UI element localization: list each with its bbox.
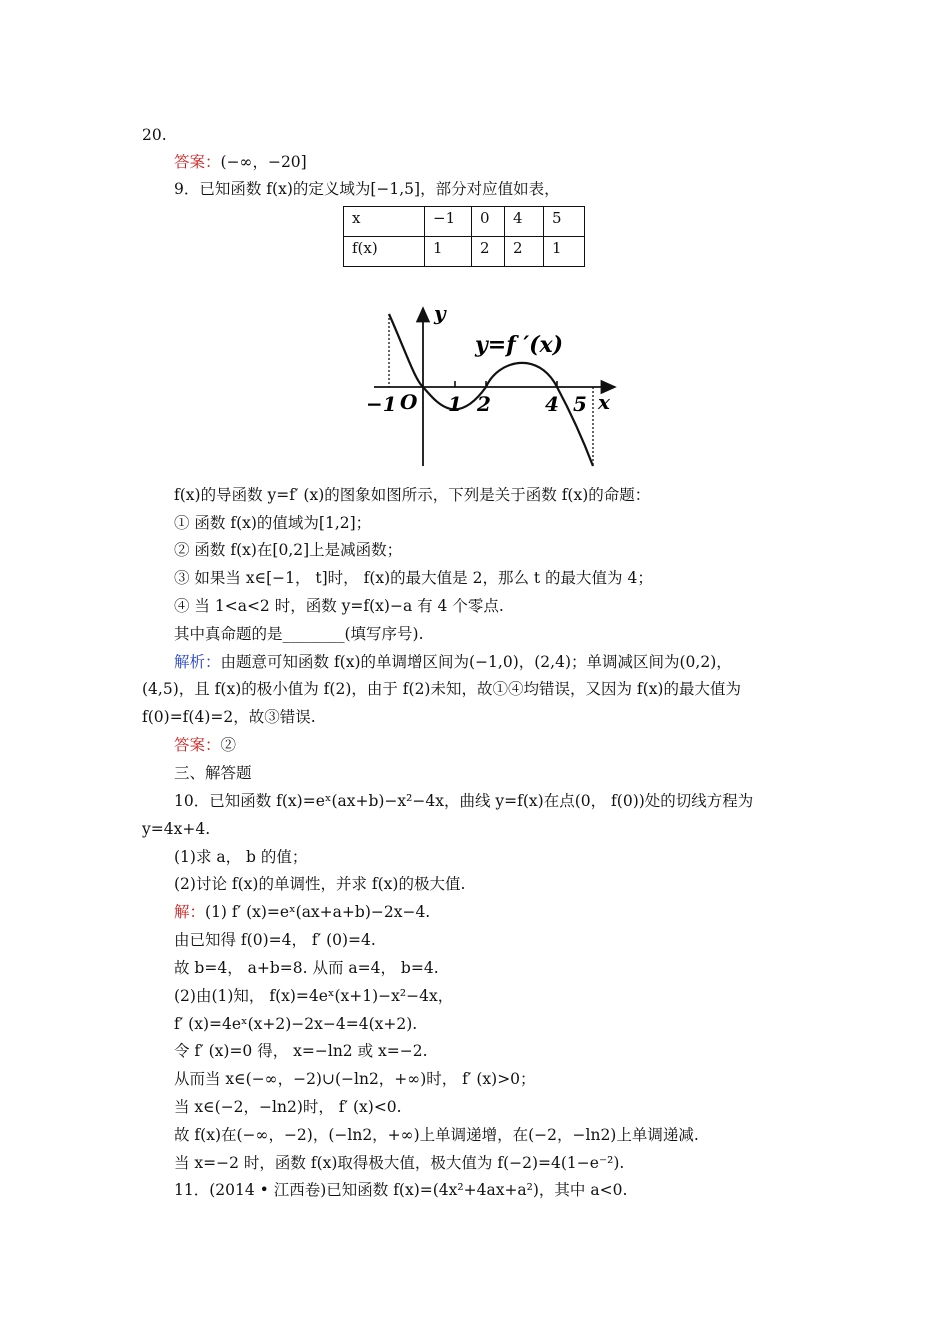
answer-value: ② [220,736,237,754]
tick-label: −1 [366,392,397,416]
table-cell: 5 [544,207,585,237]
section-title: 三、解答题 [174,764,252,782]
solution-label: 解： [174,903,206,921]
answer-value: (−∞，−20] [220,153,307,171]
curve-label: y=f ′(x) [475,332,564,358]
solution-line: 由已知得 f(0)=4， f′ (0)=4. [174,931,376,949]
q10-stem: 10．已知函数 f(x)=eˣ(ax+b)−x²−4x，曲线 y=f(x)在点(0， f(0))处的切线方程为 [174,792,754,810]
solution-line: 故 f(x)在(−∞，−2)，(−ln2，+∞)上单调递增，在(−2，−ln2)上单调递减. [174,1126,699,1144]
tick-label: 2 [477,392,491,416]
solution-line: (2)由(1)知， f(x)=4eˣ(x+1)−x²−4x， [174,987,454,1005]
q11-stem: 11．(2014 • 江西卷)已知函数 f(x)=(4x²+4ax+a²)，其中 a<0. [174,1181,628,1199]
table-cell: 1 [544,237,585,267]
q9-line: f(x)的导函数 y=f′ (x)的图象如图所示，下列是关于函数 f(x)的命题： [174,486,651,504]
table-cell: −1 [425,207,472,237]
tick-label: 4 [545,392,559,416]
table-cell: 0 [472,207,505,237]
solution-line: 当 x=−2 时，函数 f(x)取得极大值，极大值为 f(−2)=4(1−e⁻²). [174,1154,625,1172]
answer-label: 答案： [174,736,221,754]
q10-part: (1)求 a， b 的值； [174,848,308,866]
table-row [344,207,585,237]
q9-analysis [174,651,732,673]
table-cell: 4 [505,207,544,237]
q9-line: ② 函数 f(x)在[0,2]上是减函数； [174,541,403,559]
tick-label: 5 [573,392,587,416]
table-cell: x [344,207,425,237]
solution-line: f′ (x)=4eˣ(x+2)−2x−4=4(x+2). [174,1015,418,1033]
table-cell: f(x) [344,237,425,267]
solution-line: 从而当 x∈(−∞，−2)∪(−ln2，+∞)时， f′ (x)>0； [174,1070,536,1088]
q9-analysis-cont: (4,5)，且 f(x)的极小值为 f(2)，由于 f(2)未知，故①④均错误，又因为 f(x)的最大值为 [142,680,741,698]
table-cell: 2 [505,237,544,267]
origin-label: O [400,390,418,414]
tick-label: 1 [448,392,462,416]
q9-line: ③ 如果当 x∈[−1， t]时， f(x)的最大值是 2，那么 t 的最大值为 4； [174,569,653,587]
solution-line: 故 b=4， a+b=8. 从而 a=4， b=4. [174,959,439,977]
q10-part: (2)讨论 f(x)的单调性，并求 f(x)的极大值. [174,875,466,893]
q9-line: ① 函数 f(x)的值域为[1,2]； [174,514,372,532]
top-fragment: 20. [142,126,167,144]
q8-answer [174,151,307,173]
q9-stem: 9．已知函数 f(x)的定义域为[−1,5]，部分对应值如表， [174,180,560,198]
table-cell: 2 [472,237,505,267]
table-row [344,237,585,267]
solution-text: (1) f′ (x)=eˣ(ax+a+b)−2x−4. [205,903,431,921]
q10-solution [174,901,430,923]
q9-line: ④ 当 1<a<2 时，函数 y=f(x)−a 有 4 个零点. [174,597,504,615]
analysis-text: 由题意可知函数 f(x)的单调增区间为(−1,0)，(2,4)；单调减区间为(0,2)， [220,653,732,671]
q9-analysis-cont: f(0)=f(4)=2，故③错误. [142,708,316,726]
solution-line: 当 x∈(−2，−ln2)时， f′ (x)<0. [174,1098,402,1116]
q9-line: 其中真命题的是________(填写序号). [174,625,424,643]
y-axis-label: y [434,301,446,325]
value-table [343,206,585,267]
solution-line: 令 f′ (x)=0 得， x=−ln2 或 x=−2. [174,1042,428,1060]
q10-stem-cont: y=4x+4. [142,820,211,838]
q9-answer [174,734,236,756]
answer-label: 答案： [174,153,221,171]
table-cell: 1 [425,237,472,267]
x-axis-label: x [598,390,610,414]
derivative-graph [360,300,630,472]
analysis-label: 解析： [174,653,221,671]
